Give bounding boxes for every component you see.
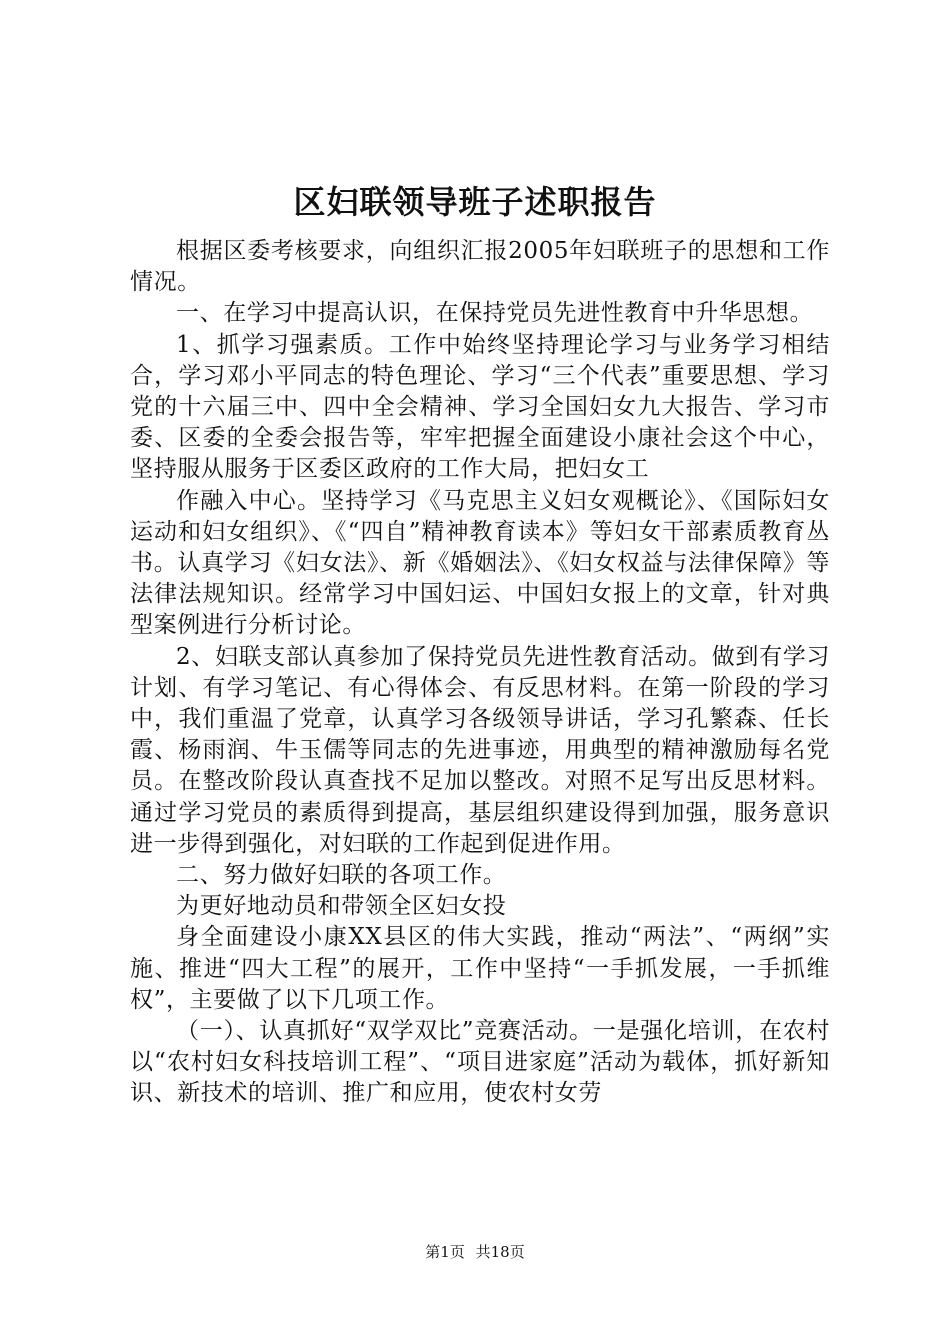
paragraph: 作融入中心。坚持学习《马克思主义妇女观概论》、《国际妇女运动和妇女组织》、《“四自”精神教育读本》等妇女干部素质教育丛书。认真学习《妇女法》、新《婚姻法》、《妇女权益与法律保障》等法律法规知识。经常学习中国妇运、中国妇女报上的文章，针对典型案例进行分析讨论。	[130, 487, 830, 639]
section-heading: 一、在学习中提高认识，在保持党员先进性教育中升华思想。	[176, 300, 814, 327]
page-footer	[0, 1242, 950, 1262]
document-title: 区妇联领导班子述职报告	[293, 183, 657, 221]
paragraph: 2、妇联支部认真参加了保持党员先进性教育活动。做到有学习计划、有学习笔记、有心得体会、有反思材料。在第一阶段的学习中，我们重温了党章，认真学习各级领导讲话，学习孔繁森、任长霞、杨雨润、牛玉儒等同志的先进事迹，用典型的精神激励每名党员。在整改阶段认真查找不足加以整改。对照不足写出反思材料。通过学习党员的素质得到提高，基层组织建设得到加强，服务意识进一步得到强化，对妇联的工作起到促进作用。	[130, 643, 830, 857]
paragraph: （一）、认真抓好“双学双比”竞赛活动。一是强化培训，在农村以“农村妇女科技培训工程”、“项目进家庭”活动为载体，抓好新知识、新技术的培训、推广和应用，使农村女劳	[130, 1018, 830, 1107]
paragraph: 1、抓学习强素质。工作中始终坚持理论学习与业务学习相结合，学习邓小平同志的特色理论、学习“三个代表”重要思想、学习党的十六届三中、四中全会精神、学习全国妇女九大报告、学习市委、区委的全委会报告等，牢牢把握全面建设小康社会这个中心，坚持服从服务于区委区政府的工作大局，把妇女工	[130, 331, 830, 483]
paragraph: 根据区委考核要求，向组织汇报2005年妇联班子的思想和工作情况。	[130, 238, 830, 296]
paragraph: 身全面建设小康XX县区的伟大实践，推动“两法”、“两纲”实施、推进“四大工程”的展开，工作中坚持“一手抓发展，一手抓维权”，主要做了以下几项工作。	[130, 924, 830, 1013]
page-total: 共18页	[475, 1243, 525, 1261]
page-number: 第1页	[425, 1243, 465, 1261]
paragraph: 为更好地动员和带领全区妇女投	[176, 893, 507, 920]
section-heading: 二、努力做好妇联的各项工作。	[176, 862, 507, 889]
document-body	[130, 236, 830, 1110]
